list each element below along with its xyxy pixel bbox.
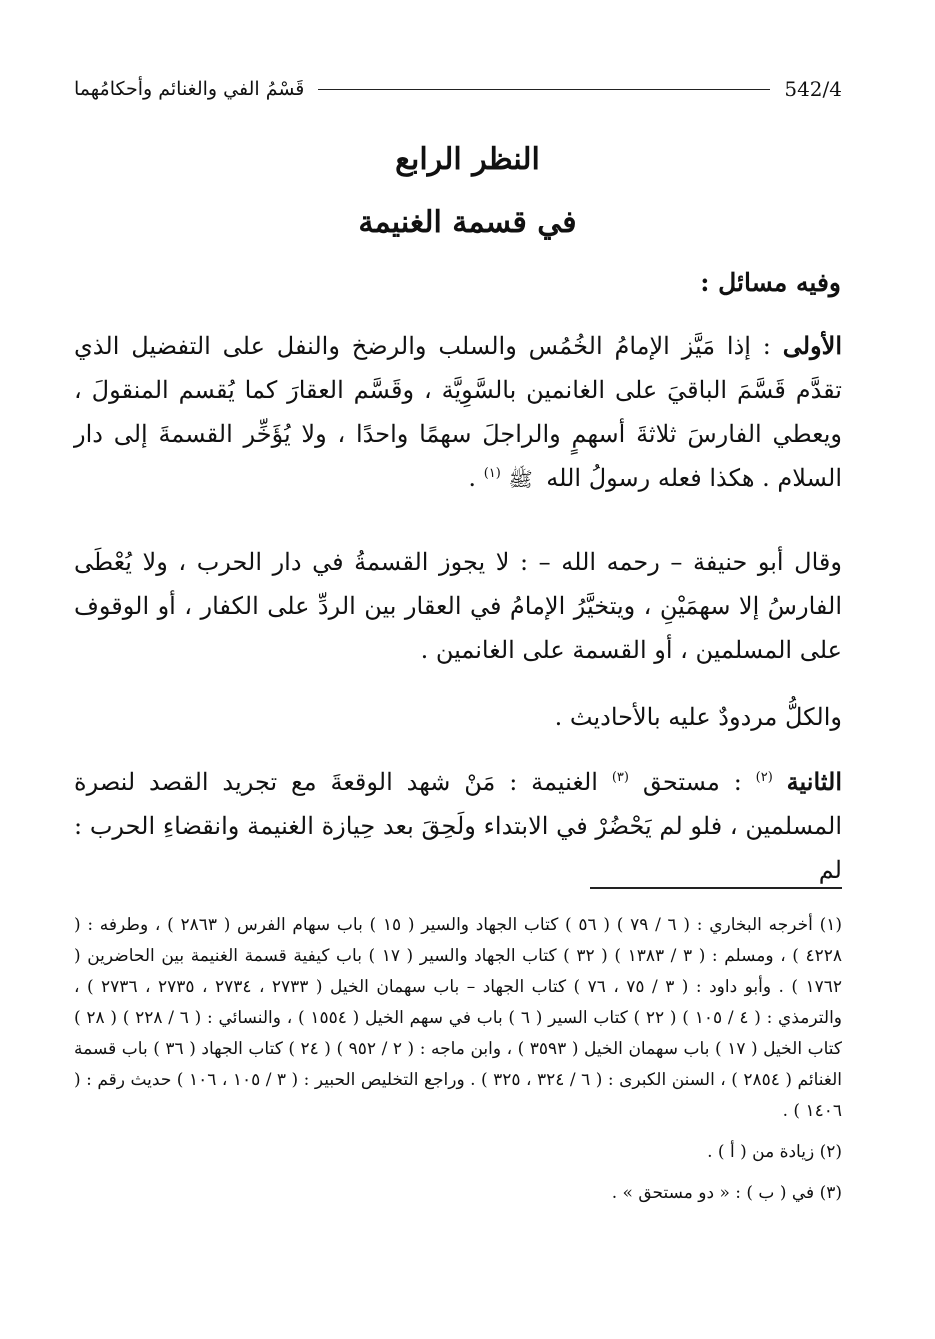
paragraph-first-issue <box>74 324 842 501</box>
section-subtitle: في قسمة الغنيمة <box>358 205 577 240</box>
footnote-ref: (٢) <box>755 770 773 785</box>
paragraph-second-issue <box>74 760 842 892</box>
footnotes <box>74 910 842 1219</box>
paragraph-text: : إذا مَيَّز الإمامُ الخُمُس والسلب والرضخ والنفل على التفضيل الذي تقدَّم قَسَّمَ الباقيَ على الغانمين بالسَّوِيَّة ، وقَسَّم العقارَ كما يُقسم المنقولَ ، ويعطي الفارسَ ثلاثةَ أسهمٍ والراجلَ سهمًا واحدًا ، ولا يُؤَخِّر القسمةَ إلى دار السلام . هكذا فعله رسولُ الله <box>74 332 842 492</box>
section-title: النظر الرابع <box>395 142 540 177</box>
header-rule <box>318 89 770 90</box>
running-header <box>74 72 842 106</box>
footnote-separator <box>590 887 842 889</box>
paragraph-abu-hanifa: وقال أبو حنيفة – رحمه الله – : لا يجوز القسمةُ في دار الحرب ، ولا يُعْطَى الفارسُ إلا سهمَيْنِ ، ويتخيَّرُ الإمامُ في العقار بين الردِّ على الكفار ، أو الوقوف على المسلمين ، أو القسمة على الغانمين . <box>74 548 842 664</box>
page-number: 542/4 <box>784 77 842 101</box>
salutation-seal: ﷺ <box>508 467 533 491</box>
footnote-2: (٢) زيادة من ( أ ) . <box>707 1142 842 1162</box>
paragraph-text: : مستحق <box>628 768 756 796</box>
intro-line: وفيه مسائل : <box>700 268 841 297</box>
footnote-3: (٣) في ( ب ) : « دو مستحق » . <box>611 1183 842 1203</box>
footnote-ref: (٣) <box>611 770 629 785</box>
paragraph-end: . <box>468 464 484 492</box>
footnote-1: (١) أخرجه البخاري : ( ٦ / ٧٩ ) ( ٥٦ ) كتاب الجهاد والسير ( ١٥ ) باب سهام الفرس ( ٢٨٦٣ ) ، وطرفه : ( ٤٢٢٨ ) ، ومسلم : ( ٣ / ١٣٨٣ ) ( ٣٢ ) كتاب الجهاد والسير ( ١٧ ) باب كيفية قسمة الغنيمة بين الحاضرين ( ١٧٦٢ ) . وأبو داود : ( ٣ / ٧٥ ، ٧٦ ) كتاب الجهاد – باب سهمان الخيل ( ٢٧٣٣ ، ٢٧٣٤ ، ٢٧٣٥ ، ٢٧٣٦ ) ، والترمذي : ( ٤ / ١٠٥ ) ( ٢٢ ) كتاب السير ( ٦ ) باب في سهم الخيل ( ١٥٥٤ ) ، والنسائي : ( ٦ / ٢٢٨ ) ( ٢٨ ) كتاب الخيل ( ١٧ ) باب سهمان الخيل ( ٣٥٩٣ ) ، وابن ماجه : ( ٢ / ٩٥٢ ) ( ٢٤ ) كتاب الجهاد ( ٣٦ ) باب قسمة الغنائم ( ٢٨٥٤ ) ، السنن الكبرى : ( ٦ / ٣٢٤ ، ٣٢٥ ) . وراجع التخليص الحبير : ( ٣ / ١٠٥ ، ١٠٦ ) حديث رقم : ( ١٤٠٦ ) . <box>74 915 843 1121</box>
issue-heading: الثانية <box>786 767 842 796</box>
footnote-ref: (١) <box>483 466 501 481</box>
paragraph-text: الغنيمة : مَنْ شهد الوقعةَ مع تجريد القصد لنصرة المسلمين ، فلو لم يَحْضُرْ في الابتداء ولَحِقَ بعد حِيازة الغنيمة وانقضاءِ الحرب : لم <box>74 768 842 884</box>
running-title: قَسْمُ الفي والغنائم وأحكامُهما <box>74 78 305 100</box>
issue-heading: الأولى <box>782 331 842 360</box>
paragraph-rebuttal: والكلُّ مردودٌ عليه بالأحاديث . <box>554 703 842 731</box>
